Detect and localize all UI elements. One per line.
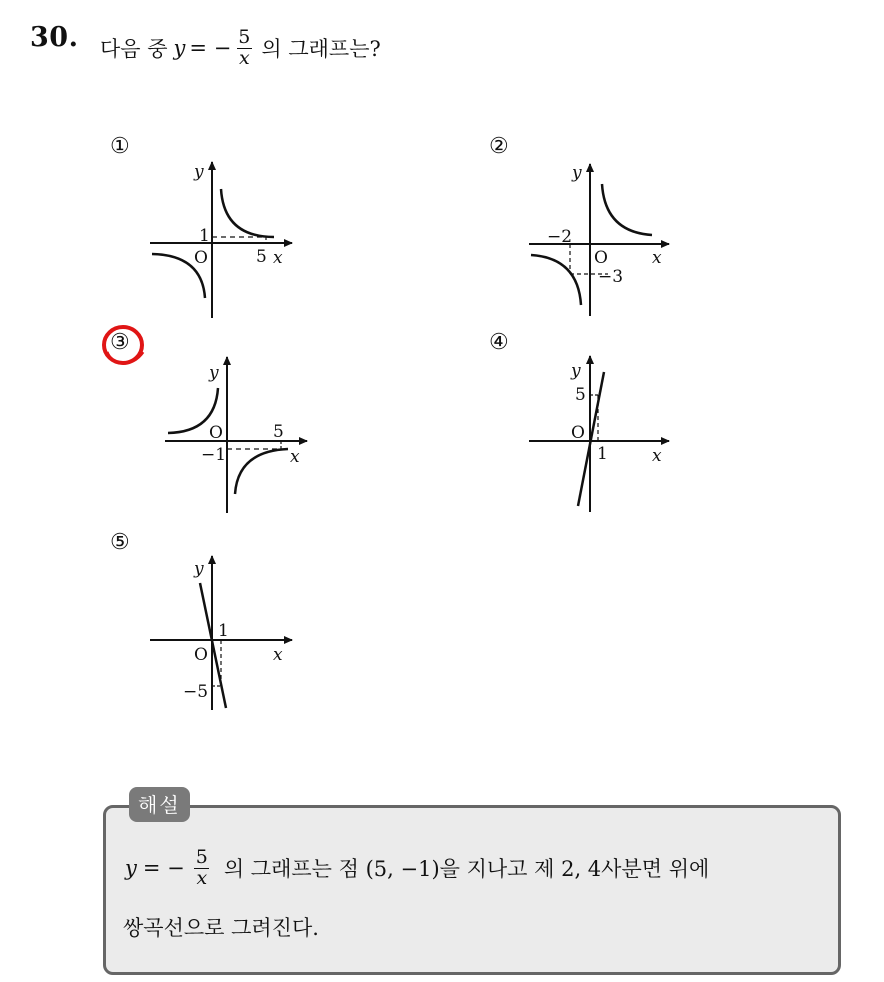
graph-5-labels: [183, 559, 283, 702]
graph-2-x-label: x: [652, 248, 662, 268]
graph-4-five-label: 5: [575, 385, 586, 405]
graph-1[interactable]: [150, 162, 292, 318]
graph-2-y-label: y: [572, 163, 582, 183]
question-number: 30.: [30, 22, 79, 53]
graph-3-neg1-label: −1: [201, 445, 227, 465]
graph-4-origin: O: [571, 423, 585, 443]
question-y: y: [173, 36, 186, 61]
graph-1-labels: [193, 162, 283, 268]
graph-4-x-label: x: [652, 446, 662, 466]
explanation-line-1: [125, 848, 715, 889]
graph-3-labels: [201, 363, 300, 467]
graph-2-neg3-label: −3: [598, 267, 624, 287]
graph-3-curve-q4: [235, 449, 288, 494]
graph-5-one-label: 1: [218, 621, 229, 641]
graph-5-neg5-label: −5: [183, 682, 209, 702]
graph-4[interactable]: [529, 356, 669, 512]
graph-3-origin: O: [209, 423, 223, 443]
choice-5-label[interactable]: ⑤: [110, 530, 130, 555]
explanation-line-1-text: 의 그래프는 점 (5, −1)을 지나고 제 2, 4사분면 위에: [223, 857, 710, 882]
selected-mark-circle: [104, 327, 143, 363]
graph-3-x-label: x: [290, 447, 300, 467]
graph-1-curve-q1: [221, 189, 274, 237]
graph-4-labels: [570, 361, 662, 466]
choice-4-label[interactable]: ④: [489, 330, 509, 355]
graph-3-y-label: y: [209, 363, 219, 383]
explanation-numerator: 5: [195, 846, 208, 868]
graph-3[interactable]: [165, 357, 307, 513]
graph-2-curve-q1: [602, 184, 652, 235]
choice-3-label[interactable]: ③: [110, 330, 130, 355]
graph-2-origin: O: [594, 248, 608, 268]
graph-2-neg2-label: −2: [547, 227, 573, 247]
choice-2-label[interactable]: ②: [489, 134, 509, 159]
graph-4-one-label: 1: [597, 444, 608, 464]
question-denominator: x: [238, 46, 250, 69]
explanation-box: [103, 805, 841, 975]
graph-5-origin: O: [194, 645, 208, 665]
graph-1-five-label: 5: [256, 247, 267, 267]
graph-1-one-label: 1: [199, 226, 210, 246]
graph-5-y-label: y: [194, 559, 204, 579]
explanation-y: y: [125, 856, 137, 881]
explanation-eq-minus: = −: [142, 856, 185, 881]
graph-2-labels: [547, 163, 662, 287]
graph-4-y-label: y: [571, 361, 581, 381]
graph-1-x-label: x: [273, 248, 283, 268]
question-prefix: 다음 중: [100, 37, 168, 62]
graph-1-y-label: y: [194, 162, 204, 182]
explanation-tag: 해설: [129, 787, 190, 822]
graph-2-curve-q3: [531, 255, 581, 305]
graph-3-five-label: 5: [273, 422, 284, 442]
question-numerator: 5: [238, 26, 251, 48]
question-suffix: 의 그래프는?: [261, 37, 381, 62]
explanation-denominator: x: [196, 866, 208, 889]
question-eq-minus: = −: [189, 36, 232, 61]
graph-5-x-label: x: [273, 645, 283, 665]
explanation-fraction: [194, 848, 210, 889]
graph-1-origin: O: [194, 248, 208, 268]
choice-1-label[interactable]: ①: [110, 134, 130, 159]
explanation-line-2: 쌍곡선으로 그려진다.: [123, 916, 319, 940]
